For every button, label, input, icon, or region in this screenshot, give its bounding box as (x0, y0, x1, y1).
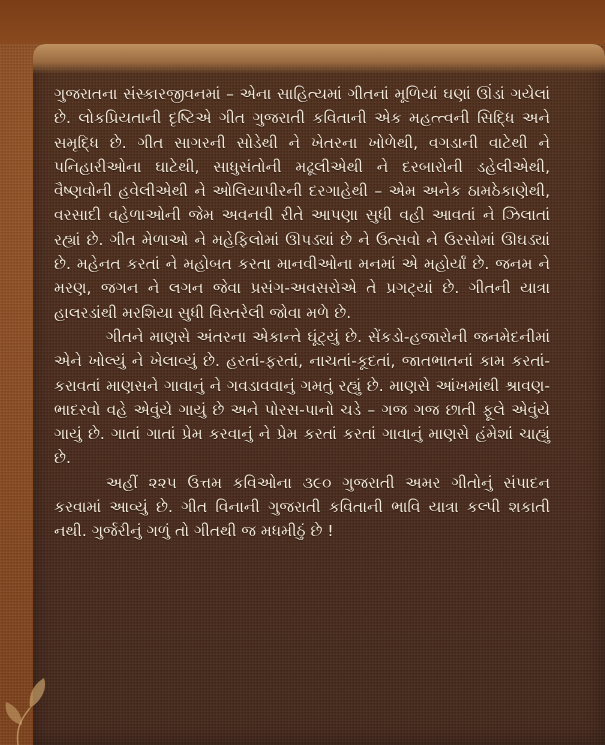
top-band (0, 0, 605, 44)
paragraph-3: અહીં ૨૨૫ ઉત્તમ કવિઓના ૩૯૦ ગુજરાતી અમર ગીતોનું સંપાદન કરવામાં આવ્યું છે. ગીત વિનાની ગુજરાતી કવિતાની ભાવિ યાત્રા કલ્પી શકાતી નથી. ગુર્જરીનું ગળું તો ગીતથી જ મધમીઠું છે ! (54, 473, 550, 541)
leaf-ornament-icon (0, 650, 60, 745)
panel-top-highlight (33, 44, 605, 74)
paragraph-1: ગુજરાતના સંસ્કારજીવનમાં – એના સાહિત્યમાં ગીતનાં મૂળિયાં ઘણાં ઊંડાં ગયેલાં છે. લોકપ્રિયતાની દૃષ્ટિએ ગીત ગુજરાતી કવિતાની એક મહત્ત્વની સિદ્ધિ અને સમૃદ્ધિ છે. ગીત સાગરની સોડેથી ને ખેતરના ખોળેથી, વગડાની વાટેથી ને પનિહારીઓના ઘાટેથી, સાધુસંતોની મઢૂલીએથી ને દરબારોની ડહેલીએથી, વૈષ્ણવોની હવેલીએથી ને ઓલિયાપીરની દરગાહેથી – એમ અનેક ઠામઠેકાણેથી, વરસાદી વહેળાઓની જેમ અવનવી રીતે આપણા સુધી વહી આવતાં ને ઝિલાતાં રહ્યાં છે. ગીત મેળાઓ ને મહેફિલોમાં ઊપડ્યાં છે ને ઉત્સવો ને ઉરસોમાં ઊઘડ્યાં છે. મહેનત કરતાં ને મહોબત કરતા માનવીઓના મનમાં એ મહોર્યાં છે. જનમ ને મરણ, જગન ને લગન જેવા પ્રસંગ-અવસરોએ તે પ્રગટ્યાં છે. ગીતની યાત્રા હાલરડાંથી મરશિયા સુધી વિસ્તરેલી જોવા મળે છે. (54, 85, 550, 322)
body-text (54, 82, 550, 544)
paragraph-2: ગીતને માણસે અંતરના એકાન્તે ઘૂંટ્યું છે. સેંકડો-હજારોની જનમેદનીમાં એને ખોલ્યું ને ખેલાવ્યું છે. હરતાં-ફરતાં, નાચતાં-કૂદતાં, જાતભાતનાં કામ કરતાં-કરાવતાં માણસને ગાવાનું ને ગવડાવવાનું ગમતું રહ્યું છે. માણસે આંખમાંથી શ્રાવણ-ભાદરવો વહે એવુંયે ગાયું છે અને પોરસ-પાનો ચડે – ગજ ગજ છાતી ફૂલે એવુંયે ગાયું છે. ગાતાં ગાતાં પ્રેમ કરવાનું ને પ્રેમ કરતાં કરતાં ગાવાનું માણસે હંમેશાં ચાહ્યું છે. (54, 327, 550, 468)
